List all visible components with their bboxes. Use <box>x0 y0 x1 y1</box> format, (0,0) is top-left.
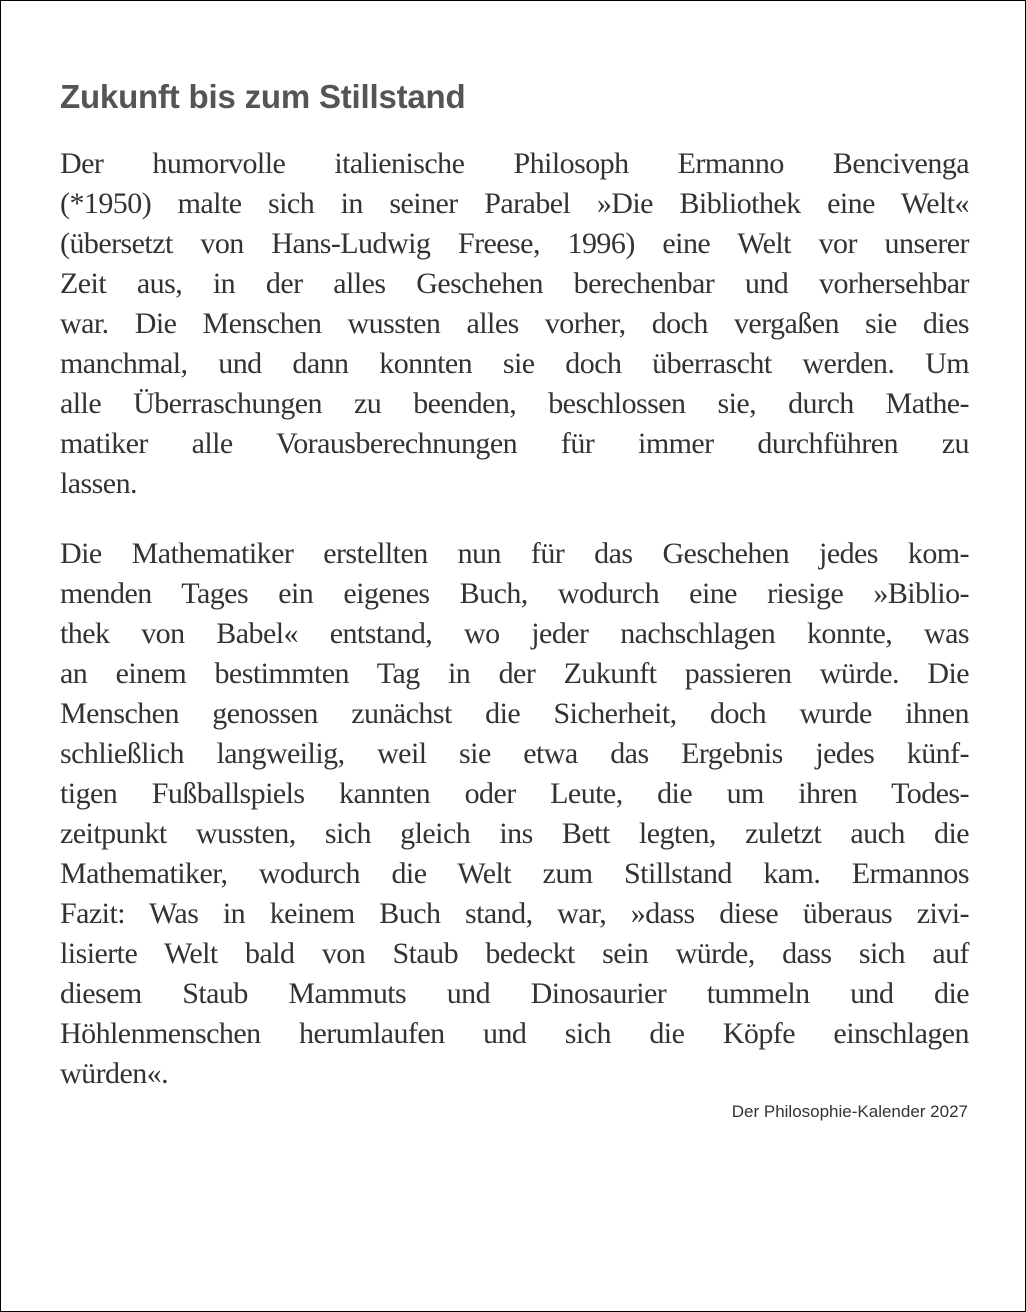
paragraph-1 <box>60 144 969 504</box>
text-line: alle Überraschungen zu beenden, beschlossen sie, durch Mathe- <box>60 387 969 420</box>
text-line: lisierte Welt bald von Staub bedeckt sein würde, dass sich auf <box>60 937 969 970</box>
text-line: Der humorvolle italienische Philosoph Ermanno Bencivenga <box>60 147 969 180</box>
text-line: Die Mathematiker erstellten nun für das Geschehen jedes kom- <box>60 537 969 570</box>
text-line: war. Die Menschen wussten alles vorher, doch vergaßen sie dies <box>60 307 969 340</box>
text-line: diesem Staub Mammuts und Dinosaurier tummeln und die <box>60 977 969 1010</box>
page-title: Zukunft bis zum Stillstand <box>60 78 466 115</box>
text-line: Zeit aus, in der alles Geschehen berechenbar und vorhersehbar <box>60 267 969 300</box>
text-line: an einem bestimmten Tag in der Zukunft passieren würde. Die <box>60 657 969 690</box>
text-line: Menschen genossen zunächst die Sicherheit, doch wurde ihnen <box>60 697 969 730</box>
text-line: manchmal, und dann konnten sie doch überrascht werden. Um <box>60 347 969 380</box>
paragraph-2 <box>60 534 969 1094</box>
text-line: (übersetzt von Hans-Ludwig Freese, 1996) eine Welt vor unserer <box>60 227 969 260</box>
text-line: tigen Fußballspiels kannten oder Leute, die um ihren Todes- <box>60 777 969 810</box>
text-line: zeitpunkt wussten, sich gleich ins Bett legten, zuletzt auch die <box>60 817 969 850</box>
text-line: matiker alle Vorausberechnungen für immer durchführen zu <box>60 427 969 460</box>
text-line: lassen. <box>60 467 137 500</box>
text-line: thek von Babel« entstand, wo jeder nachschlagen konnte, was <box>60 617 969 650</box>
text-line: Höhlenmenschen herumlaufen und sich die Köpfe einschlagen <box>60 1017 969 1050</box>
text-line: Mathematiker, wodurch die Welt zum Stillstand kam. Ermannos <box>60 857 969 890</box>
text-line: würden«. <box>60 1057 169 1090</box>
text-line: Fazit: Was in keinem Buch stand, war, »dass diese überaus zivi- <box>60 897 969 930</box>
source-footer: Der Philosophie-Kalender 2027 <box>731 1102 968 1121</box>
text-line: schließlich langweilig, weil sie etwa das Ergebnis jedes künf- <box>60 737 969 770</box>
text-line: menden Tages ein eigenes Buch, wodurch eine riesige »Biblio- <box>60 577 969 610</box>
text-line: (*1950) malte sich in seiner Parabel »Die Bibliothek eine Welt« <box>60 187 969 220</box>
